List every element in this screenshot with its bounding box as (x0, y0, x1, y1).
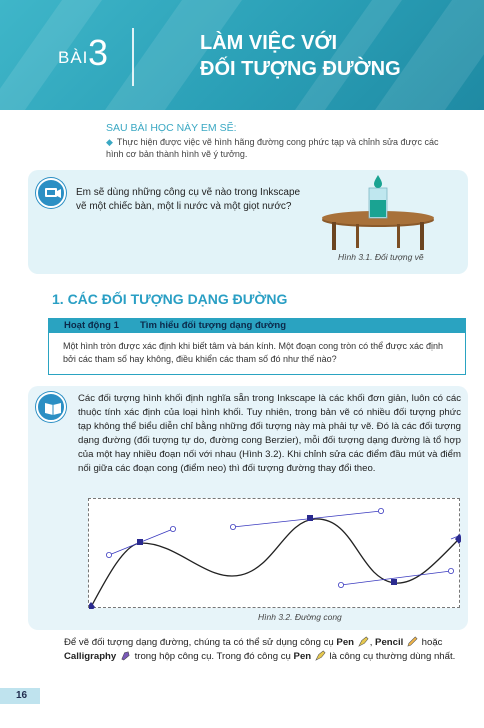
activity-box (48, 333, 466, 375)
intro-question: Em sẽ dùng những công cụ vẽ nào trong Inkscape vẽ một chiếc bàn, một li nước và một giọt nước? (76, 187, 301, 212)
text-run: Để vẽ đối tượng dạng đường, chúng ta có thể sử dụng công cụ (64, 637, 334, 648)
text-run: hoặc (421, 637, 443, 648)
banner-divider (132, 28, 134, 86)
text-run: trong hộp công cụ. Trong đó công cụ (134, 651, 291, 662)
lesson-number: 3 (88, 32, 109, 73)
lesson-title-line2: ĐỐI TƯỢNG ĐƯỜNG (200, 58, 401, 80)
page-number: 16 (16, 690, 28, 701)
knowledge-icon (36, 392, 66, 422)
goals-bullet (106, 136, 456, 160)
pencil-tool-icon (407, 636, 418, 647)
lesson-title (200, 30, 401, 82)
activity-header (48, 318, 466, 333)
bullet-icon: ◆ (106, 137, 113, 147)
figure-caption: Hình 3.1. Đối tượng vẽ (338, 252, 424, 262)
calligraphy-tool-icon (120, 650, 131, 661)
figure-caption: Hình 3.2. Đường cong (258, 612, 342, 622)
tools-paragraph (64, 636, 468, 664)
goals-heading: SAU BÀI HỌC NÀY EM SẼ: (106, 122, 237, 134)
pen-tool-icon (358, 636, 369, 647)
intro-box (28, 170, 468, 274)
activity-number: Hoạt động 1 (64, 320, 119, 331)
section-title: 1. CÁC ĐỐI TƯỢNG DẠNG ĐƯỜNG (52, 291, 288, 307)
pen-tool-name: Pen (293, 651, 312, 662)
lesson-title-line1: LÀM VIỆC VỚI (200, 32, 338, 54)
text-run: là công cụ thường dùng nhất. (329, 651, 456, 662)
activity-text: Một hình tròn được xác định khi biết tâm và bán kính. Một đoạn cong tròn có thể được xác định bởi các tham số hay không, điều khiển các tham số đó như thế nào? (63, 341, 444, 364)
calligraphy-tool-name: Calligraphy (64, 651, 117, 662)
activity-label: Tìm hiểu đối tượng dạng đường (140, 320, 286, 331)
bezier-curve-diagram (89, 499, 461, 609)
goals-bullet-text: Thực hiện được việc vẽ hình hãng đường cong phức tạp và chỉnh sửa được các hình cơ bản thành hình vẽ ý tưởng. (106, 137, 439, 159)
pen-tool-icon (315, 650, 326, 661)
pencil-tool-name: Pencil (375, 637, 404, 648)
pen-tool-name: Pen (336, 637, 355, 648)
lesson-label: BÀI (58, 48, 89, 67)
knowledge-panel (28, 386, 468, 630)
lesson-banner (0, 0, 484, 110)
curve-figure (88, 498, 460, 608)
main-paragraph: Các đối tượng hình khối định nghĩa sẵn trong Inkscape là các khối đơn giản, luôn có các thuộc tính xác định của loại hình khối. Tuy nhiên, trong bản vẽ có nhiều đối tượng phức tạp không thể biểu diễn chỉ bằng những đối tượng này mà phải tự vẽ. Đó là các đối tượng dạng đường (đối tượng tự do, đường cong Berzier), mỗi đối tượng dạng đường là tổ hợp của một hay nhiều đoạn nối với nhau (Hình 3.2). Khi chỉnh sửa các điểm đầu mút và điểm nối giữa các đoạn cong (điểm neo) thì đối tượng đường thay đổi theo. (78, 393, 461, 474)
question-icon (36, 178, 66, 208)
table-glass-illustration (318, 174, 438, 252)
text-run: , (369, 637, 373, 648)
